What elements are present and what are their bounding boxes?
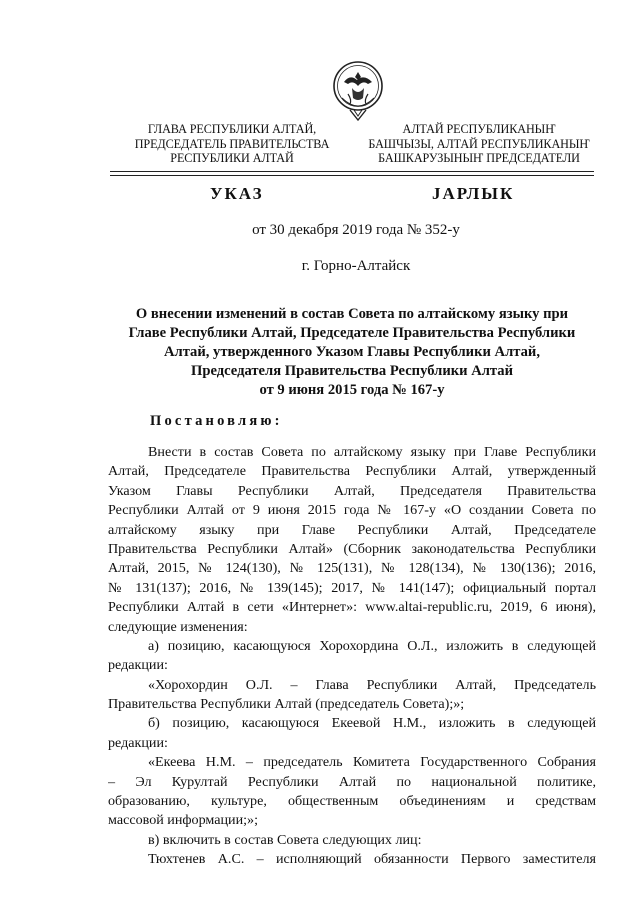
header-divider-thin <box>110 175 594 176</box>
doc-type-ru: УКАЗ <box>210 184 264 203</box>
body-line: № 131(137); 2016, № 139(145); 2017, № 141(147); официальный портал <box>108 579 596 596</box>
body-line: Республики Алтай в сети «Интернет»: www.altai-republic.ru, 2019, 6 июня), <box>108 599 596 616</box>
body-line: – Эл Курултай Республики Алтай по национальной политике, <box>108 773 596 790</box>
doc-type-alt: ЈАРЛЫК <box>432 184 515 203</box>
body-line: «Екеева Н.М. – председатель Комитета Государственного Собрания <box>148 754 596 771</box>
header-right-line: БАШЧЫЗЫ, АЛТАЙ РЕСПУБЛИКАНЫҤ <box>368 136 590 151</box>
body-line: Внести в состав Совета по алтайскому языку при Главе Республики <box>148 444 596 460</box>
body-line: образованию, культуре, общественным объединениям и средствам <box>108 793 596 810</box>
title-line: от 9 июня 2015 года № 167-у <box>259 382 445 398</box>
title-line: Главе Республики Алтай, Председателе Правительства Республики <box>128 325 576 341</box>
body-line: б) позицию, касающуюся Екеевой Н.М., изложить в следующей <box>148 715 596 732</box>
title-line: Председателя Правительства Республики Алтай <box>191 363 513 379</box>
header-right <box>356 122 602 166</box>
header-left-line: РЕСПУБЛИКИ АЛТАЙ <box>170 151 294 165</box>
header-left-line: ГЛАВА РЕСПУБЛИКИ АЛТАЙ, <box>147 122 317 136</box>
body-line: редакции: <box>108 657 168 674</box>
body-line: Республики Алтай от 9 июня 2015 года № 167-у «О создании Совета по <box>108 502 596 519</box>
body-line: Правительства Республики Алтай (председатель Совета);»; <box>108 696 465 713</box>
header-right-line: БАШКАРУЗЫНЫҤ ПРЕДСЕДАТЕЛИ <box>378 151 580 165</box>
body-line: Алтай, 2015, № 124(130), № 125(131), № 128(134), № 130(136); 2016, <box>108 560 596 577</box>
date-line: от 30 декабря 2019 года № 352-у <box>252 222 460 238</box>
body-line: Правительства Республики Алтай» (Сборник законодательства Республики <box>108 540 596 557</box>
title-line: О внесении изменений в состав Совета по алтайскому языку при <box>135 306 569 322</box>
body-line: редакции: <box>108 734 168 751</box>
body-line: Тюхтенев А.С. – исполняющий обязанности Первого заместителя <box>148 851 596 868</box>
document-body <box>108 443 596 870</box>
coat-of-arms-icon <box>330 60 386 124</box>
body-line: «Хорохордин О.Л. – Глава Республики Алтай, Председатель <box>148 676 596 693</box>
header-left-line: ПРЕДСЕДАТЕЛЬ ПРАВИТЕЛЬСТВА <box>134 136 330 151</box>
body-line: а) позицию, касающуюся Хорохордина О.Л., изложить в следующей <box>148 637 596 654</box>
body-line: Указом Главы Республики Алтай, Председателя Правительства <box>108 482 596 499</box>
body-line: следующие изменения: <box>108 618 248 635</box>
header-divider-thick <box>110 171 594 172</box>
body-line: массовой информации;»; <box>108 812 258 829</box>
title-line: Алтай, утвержденного Указом Главы Республики Алтай, <box>163 344 540 360</box>
body-line: Алтай, Председателе Правительства Республики Алтай, утвержденный <box>108 463 596 480</box>
decree-word: Постановляю: <box>150 413 283 429</box>
body-line: в) включить в состав Совета следующих лиц: <box>148 831 422 848</box>
document-title <box>108 305 596 400</box>
header-left <box>112 122 352 166</box>
header-right-line: АЛТАЙ РЕСПУБЛИКАНЫҤ <box>402 122 556 136</box>
city: г. Горно-Алтайск <box>301 258 411 274</box>
body-line: алтайскому языку при Главе Республики Алтай, Председателе <box>108 521 596 538</box>
